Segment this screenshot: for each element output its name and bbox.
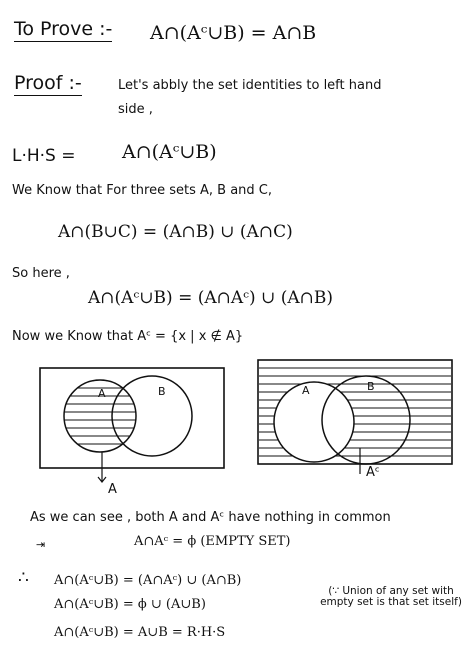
empty-set-result: A∩Aᶜ = ϕ (EMPTY SET) — [134, 534, 291, 549]
venn-diagram-complement-shaded — [256, 358, 456, 478]
universe-rect-left — [40, 368, 224, 468]
complement-definition: Now we Know that Aᶜ = {x | x ∉ A} — [12, 329, 244, 344]
proof-label: Proof :- — [14, 72, 82, 94]
right-venn-label-b: B — [367, 380, 375, 393]
nothing-in-common-text: As we can see , both A and Aᶜ have nothing in common — [30, 510, 391, 525]
set-b-circle-left — [112, 376, 192, 456]
lhs-expression: A∩(Aᶜ∪B) — [122, 141, 217, 163]
arrow-mark: ⇥ — [36, 538, 46, 551]
final-step-1: A∩(Aᶜ∪B) = (A∩Aᶜ) ∪ (A∩B) — [54, 573, 242, 588]
proof-intro-line1: Let's abbly the set identities to left hand — [118, 78, 382, 93]
to-prove-label: To Prove :- — [14, 18, 113, 40]
lhs-label: L·H·S = — [12, 146, 76, 166]
right-venn-pointer-label: Aᶜ — [366, 465, 380, 480]
to-prove-statement: A∩(Aᶜ∪B) = A∩B — [150, 22, 317, 44]
venn-diagram-a-shaded — [38, 366, 228, 498]
right-venn-label-a: A — [302, 384, 310, 397]
final-step-3: A∩(Aᶜ∪B) = A∪B = R·H·S — [54, 625, 226, 640]
union-empty-set-note: (∵ Union of any set with empty set is that set itself) — [320, 585, 462, 608]
three-sets-statement: We Know that For three sets A, B and C, — [12, 183, 272, 198]
left-venn-label-b: B — [158, 385, 166, 398]
set-a-circle-right — [274, 382, 354, 462]
left-venn-label-a: A — [98, 387, 106, 400]
therefore-symbol: ∴ — [18, 568, 29, 588]
left-venn-pointer-label: A — [108, 482, 117, 497]
so-here-text: So here , — [12, 266, 70, 281]
distributive-law: A∩(B∪C) = (A∩B) ∪ (A∩C) — [58, 222, 293, 242]
proof-intro-line2: side , — [118, 102, 153, 117]
applied-distributive: A∩(Aᶜ∪B) = (A∩Aᶜ) ∪ (A∩B) — [88, 288, 334, 308]
final-step-2: A∩(Aᶜ∪B) = ϕ ∪ (A∪B) — [54, 597, 206, 612]
